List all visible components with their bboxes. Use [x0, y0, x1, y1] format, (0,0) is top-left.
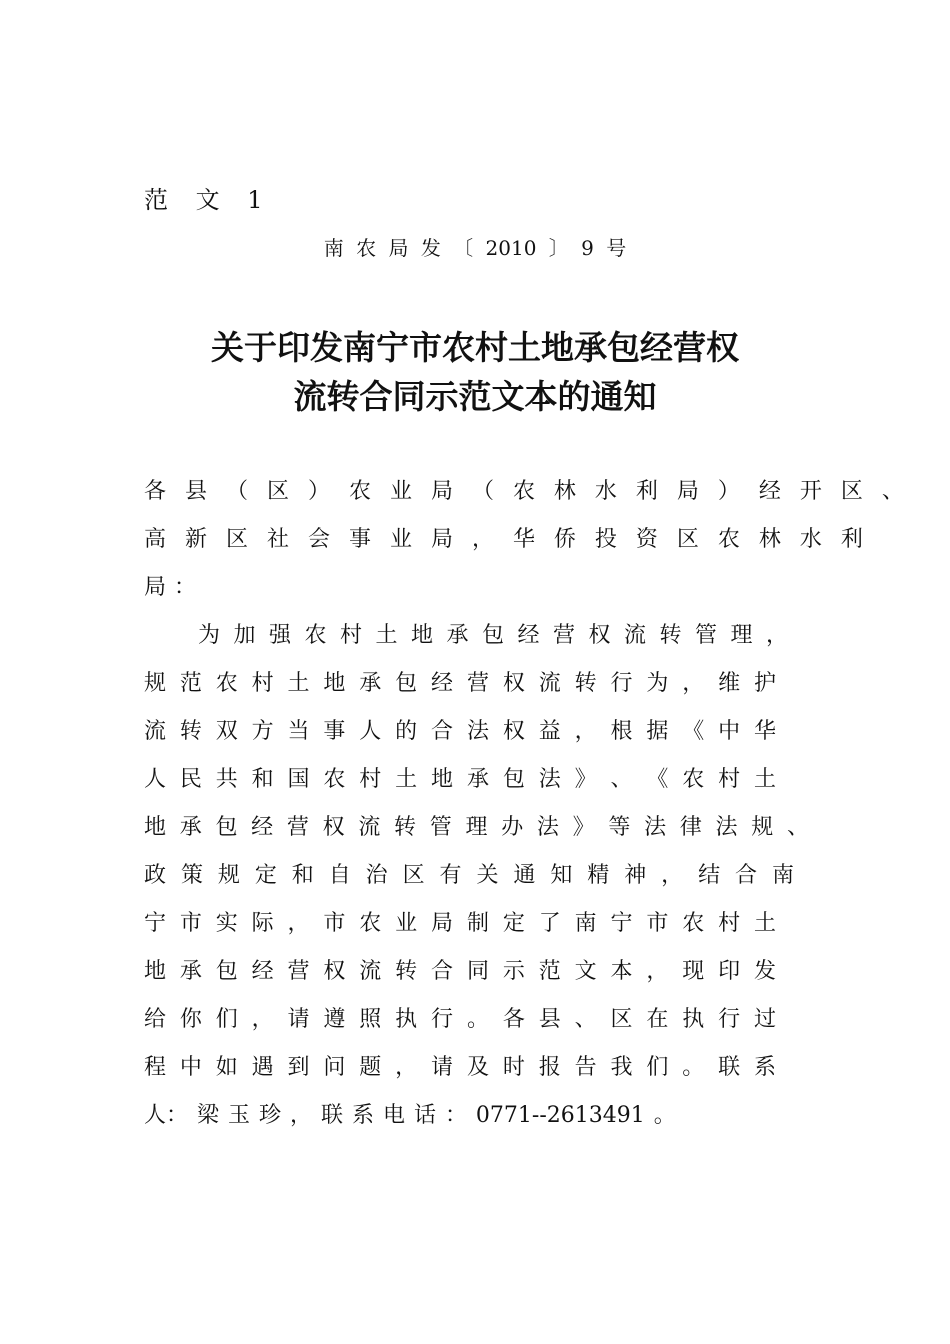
body-line: 程 中 如 遇 到 问 题 ， 请 及 时 报 告 我 们 。 联 系 [144, 1055, 776, 1080]
body-line: 人 民 共 和 国 农 村 土 地 承 包 法 》 、 《 农 村 土 [144, 767, 776, 792]
addressee-line: 局： [144, 575, 205, 600]
body-line: 地 承 包 经 营 权 流 转 管 理 办 法 》 等 法 律 法 规 、 [144, 815, 809, 840]
body-line: 地 承 包 经 营 权 流 转 合 同 示 范 文 本 ， 现 印 发 [144, 959, 776, 984]
body-line: 为 加 强 农 村 土 地 承 包 经 营 权 流 转 管 理 ， [198, 623, 788, 648]
title-line-2: 流转合同示范文本的通知 [293, 377, 657, 416]
body-line: 规 范 农 村 土 地 承 包 经 营 权 流 转 行 为 ， 维 护 [144, 671, 776, 696]
contact-line: 人： 梁 玉 珍 ， 联 系 电 话 ： 0771--2613491 。 [144, 1103, 676, 1128]
body-line: 宁 市 实 际 ， 市 农 业 局 制 定 了 南 宁 市 农 村 土 [144, 911, 776, 936]
addressee-line: 各 县 （ 区 ） 农 业 局 （ 农 林 水 利 局 ） 经 开 区 、 [144, 479, 910, 504]
body-line: 政 策 规 定 和 自 治 区 有 关 通 知 精 神 ， 结 合 南 [144, 863, 794, 888]
sample-label: 范 文 1 [144, 186, 273, 214]
title-line-1: 关于印发南宁市农村土地承包经营权 [211, 328, 739, 367]
body-line: 流 转 双 方 当 事 人 的 合 法 权 益 ， 根 据 《 中 华 [144, 719, 776, 744]
body-line: 给 你 们 ， 请 遵 照 执 行 。 各 县 、 区 在 执 行 过 [144, 1007, 776, 1032]
addressee-line: 高 新 区 社 会 事 业 局 ， 华 侨 投 资 区 农 林 水 利 [144, 527, 869, 552]
document-number: 南 农 局 发 〔 2010 〕 9 号 [323, 236, 627, 260]
